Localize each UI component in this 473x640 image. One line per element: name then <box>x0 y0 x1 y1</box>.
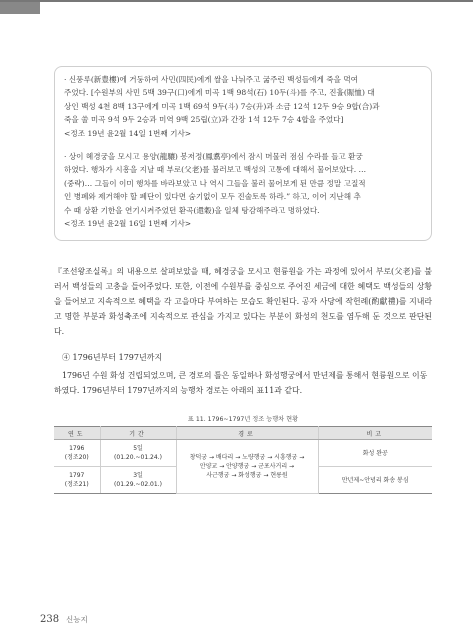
quote-line: · 상이 혜경궁을 모시고 용양(龍驤) 봉저정(鳳翥亭)에서 잠시 머물러 점심 수라를 들고 환궁 <box>64 152 363 162</box>
page-footer <box>40 614 88 625</box>
cell-period: 5일 (01.20.~01.24.) <box>100 440 176 467</box>
quote-line: 죽을 쑬 미곡 9석 9두 2승과 미역 9백 25립(立)과 간장 1석 12두 7승 4합을 주었다] <box>64 115 344 125</box>
col-header-year: 연도 <box>54 427 100 440</box>
quote-line: 인 병폐와 제거해야 할 폐단이 있다면 숨기없이 모두 진술토록 하라.” 하고, 이어 지난해 추 <box>64 192 361 202</box>
body-paragraph-1 <box>54 264 432 339</box>
quote-2 <box>64 150 422 230</box>
quote-line: 하였다. 행차가 시흥을 지날 때 부로(父老)를 불러보고 백성의 고통에 대해서 물어보았다. … <box>64 165 367 175</box>
quote-line: (중략)… 그들이 이미 행차를 바라보았고 나 역시 그들을 불러 물어보게 된 만큼 정말 고질적 <box>64 178 366 188</box>
cell-route: 창덕궁 → 배다리 → 노량행궁 → 시흥행궁 → 안양교 → 안양행궁 → 군포사거리 → 사근행궁 → 화성행궁 → 현릉원 <box>176 440 318 494</box>
quote-source: <정조 19년 윤2월 16일 1번째 기사> <box>64 219 192 229</box>
cell-note: 만년제~안녕리 화송 봉심 <box>318 467 432 494</box>
section-title: 신능지 <box>65 615 88 624</box>
quote-1 <box>64 73 422 140</box>
quote-line: · 신풍루(新豊樓)에 거둥하여 사민(四民)에게 쌀을 나눠주고 굶주린 백성들에게 죽을 먹여 <box>64 75 359 84</box>
table-caption: 표 11. 1796~1797년 정조 능행차 현황 <box>187 416 299 423</box>
cell-period: 3일 (01.29.~02.01.) <box>100 467 176 494</box>
top-rule <box>0 0 473 16</box>
header-tab-marker <box>0 2 40 14</box>
quote-source: <정조 19년 윤2월 14일 1번째 기사> <box>64 128 192 138</box>
cell-year: 1796 (정조20) <box>54 440 100 467</box>
quote-line: 주었다. [수원부의 사민 5백 39구(口)에게 미곡 1백 98석(石) 10두(斗)를 주고, 진휼(賑恤) 대 <box>64 88 375 98</box>
paragraph-text: 1796년 수원 화성 건립되었으며, 큰 경로의 틀은 동일하나 화성행궁에서 만년제를 통해서 현륭원으로 이동하였다. 1796년부터 1797년까지의 능행차 경로는 아래의 표11과 같다. <box>54 371 428 395</box>
quote-line: 상인 백성 4천 8백 13구에게 미곡 1백 69석 9두(斗) 7승(升)과 소금 12석 12두 9승 9합(合)과 <box>64 101 380 111</box>
page-number: 238 <box>40 614 60 625</box>
table-header-row <box>54 427 432 440</box>
body-paragraph-2 <box>54 368 432 398</box>
cell-note: 화성 완공 <box>318 440 432 467</box>
col-header-route: 경로 <box>176 427 318 440</box>
table-row <box>54 440 432 467</box>
quote-box <box>54 66 432 241</box>
col-header-note: 비고 <box>318 427 432 440</box>
col-header-period: 기간 <box>100 427 176 440</box>
paragraph-text: 『조선왕조실록』의 내용으로 살펴보았을 때, 혜경궁을 모시고 현륭원을 가는 과정에 있어서 부로(父老)를 불러서 백성들의 고충을 들어주었다. 또한, 이전에 수원부를 중심으로 주어진 세금에 대한 혜택도 백성들의 상황을 들어보고 지속적으로 혜택을 각 고을마다 부여하는 모습도 확인된다. 공자 사당에 작헌례(酌獻禮)를 지내라고 명한 부분과 화성축조에 지속적으로 관심을 가지고 있다는 부분이 화성의 천도를 염두해 둔 것으로 판단된다. <box>54 267 432 336</box>
route-table <box>54 426 432 494</box>
section-heading: ④ 1796년부터 1797년까지 <box>62 353 163 362</box>
cell-year: 1797 (정조21) <box>54 467 100 494</box>
quote-line: 수 때 상환 기한을 연기시켜주었던 환곡(還穀)을 일체 탕감해주라고 명하였다. <box>64 205 320 215</box>
